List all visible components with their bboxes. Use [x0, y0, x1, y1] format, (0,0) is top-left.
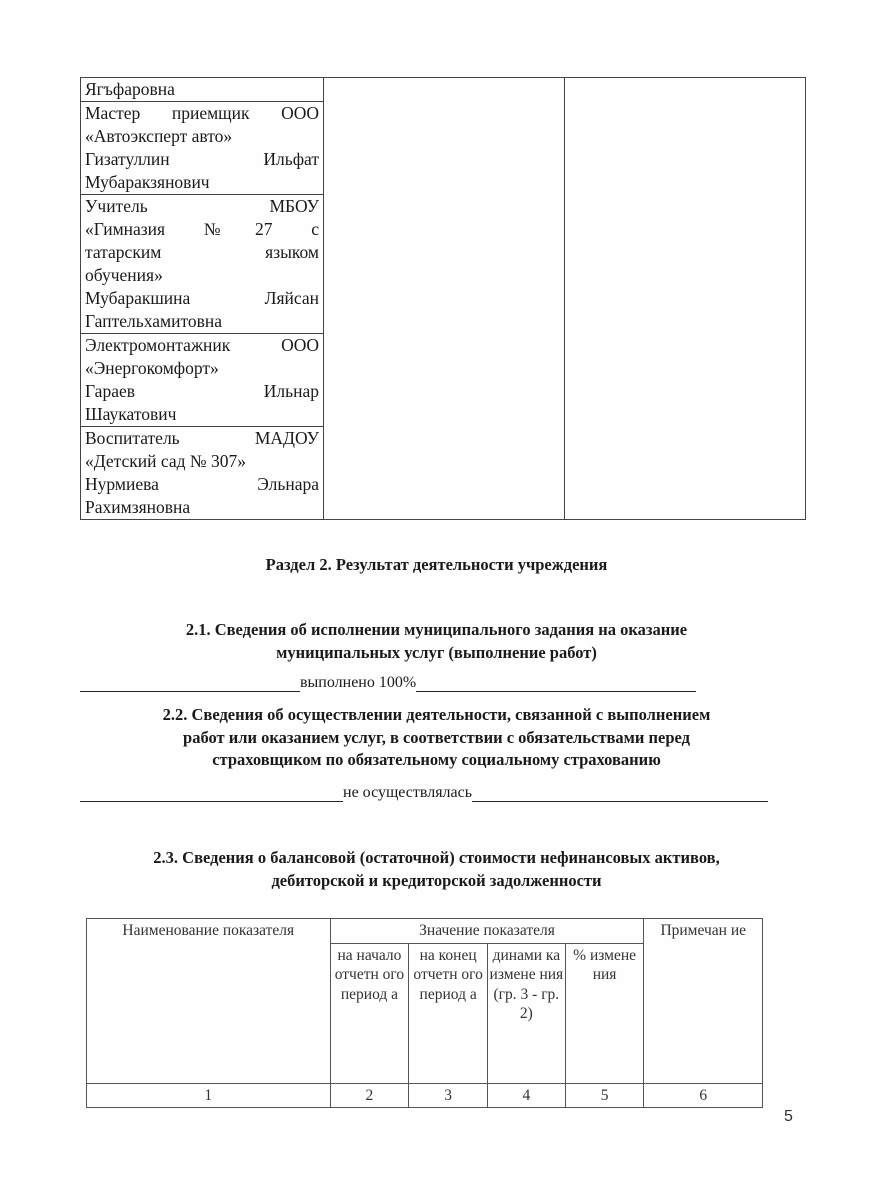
section-2-1-value: выполнено 100%	[300, 674, 417, 691]
section-2-2-value: не осуществлялась	[343, 784, 473, 801]
heading-line: 2.2. Сведения об осуществлении деятельности, связанной с выполнением	[162, 705, 711, 724]
header-start-period: на начало отчетн ого период а	[330, 943, 409, 1083]
cell-line: Учитель МБОУ	[85, 196, 319, 216]
header-percent-change: % измене ния	[565, 943, 644, 1083]
underline	[80, 786, 343, 802]
cell-line: «Детский сад № 307»	[85, 451, 247, 471]
header-dynamics: динами ка измене ния (гр. 3 - гр. 2)	[487, 943, 565, 1083]
person-cell	[81, 195, 324, 334]
col-number: 4	[487, 1083, 565, 1108]
section-2-3-title	[0, 847, 873, 892]
section-2-1-title	[0, 619, 873, 664]
cell-line: Мастер приемщик ООО	[85, 103, 319, 123]
col-number: 2	[330, 1083, 409, 1108]
cell-line: «Автоэксперт авто»	[85, 126, 233, 146]
header-value-group: Значение показателя	[330, 919, 644, 944]
person-cell	[81, 78, 324, 102]
col-number: 1	[87, 1083, 331, 1108]
person-cell	[81, 334, 324, 427]
cell-line: Гизатуллин Ильфат	[85, 149, 319, 169]
underline	[416, 676, 696, 692]
cell-line: Гаптельхамитовна	[85, 311, 223, 331]
col-number: 5	[565, 1083, 644, 1108]
header-note: Примечан ие	[644, 919, 763, 1084]
empty-cell	[565, 78, 806, 520]
header-end-period: на конец отчетн ого период а	[409, 943, 488, 1083]
cell-line: Гараев Ильнар	[85, 381, 319, 401]
cell-line: Воспитатель МАДОУ	[85, 428, 319, 448]
cell-line: Электромонтажник ООО	[85, 335, 319, 355]
cell-line: Рахимзяновна	[85, 497, 191, 517]
person-cell	[81, 427, 324, 520]
heading-line: работ или оказанием услуг, в соответствии с обязательствами перед	[183, 727, 690, 747]
section-2-1-value-line	[80, 674, 696, 692]
cell-line: Шаукатович	[85, 404, 177, 424]
header-name: Наименование показателя	[87, 919, 331, 1084]
cell-line: Нурмиева Эльнара	[85, 474, 319, 494]
members-table	[80, 77, 806, 520]
heading-line: дебиторской и кредиторской задолженности	[271, 870, 602, 890]
cell-line: «Гимназия №27 с	[85, 219, 319, 239]
cell-line: Мубаракзянович	[85, 172, 210, 192]
cell-line: татарским языком	[85, 242, 319, 262]
page-number: 5	[784, 1108, 793, 1125]
empty-cell	[324, 78, 565, 520]
underline	[80, 676, 300, 692]
table-row	[81, 78, 806, 102]
underline	[472, 786, 768, 802]
assets-table	[86, 918, 763, 1108]
section-2-2-title	[0, 704, 873, 772]
heading-line: 2.1. Сведения об исполнении муниципального задания на оказание	[185, 620, 688, 639]
col-number: 3	[409, 1083, 488, 1108]
heading-line: 2.3. Сведения о балансовой (остаточной) стоимости нефинансовых активов,	[153, 848, 720, 867]
person-cell	[81, 102, 324, 195]
section-2-2-value-line	[80, 784, 768, 802]
col-number: 6	[644, 1083, 763, 1108]
heading-line: муниципальных услуг (выполнение работ)	[276, 642, 597, 662]
cell-line: «Энергокомфорт»	[85, 358, 219, 378]
cell-line: Мубаракшина Ляйсан	[85, 288, 319, 308]
section-2-title: Раздел 2. Результат деятельности учреждения	[265, 555, 608, 574]
cell-line: Ягъфаровна	[85, 79, 175, 99]
heading-line: страховщиком по обязательному социальному страхованию	[212, 750, 661, 769]
cell-line: обучения»	[85, 265, 163, 285]
